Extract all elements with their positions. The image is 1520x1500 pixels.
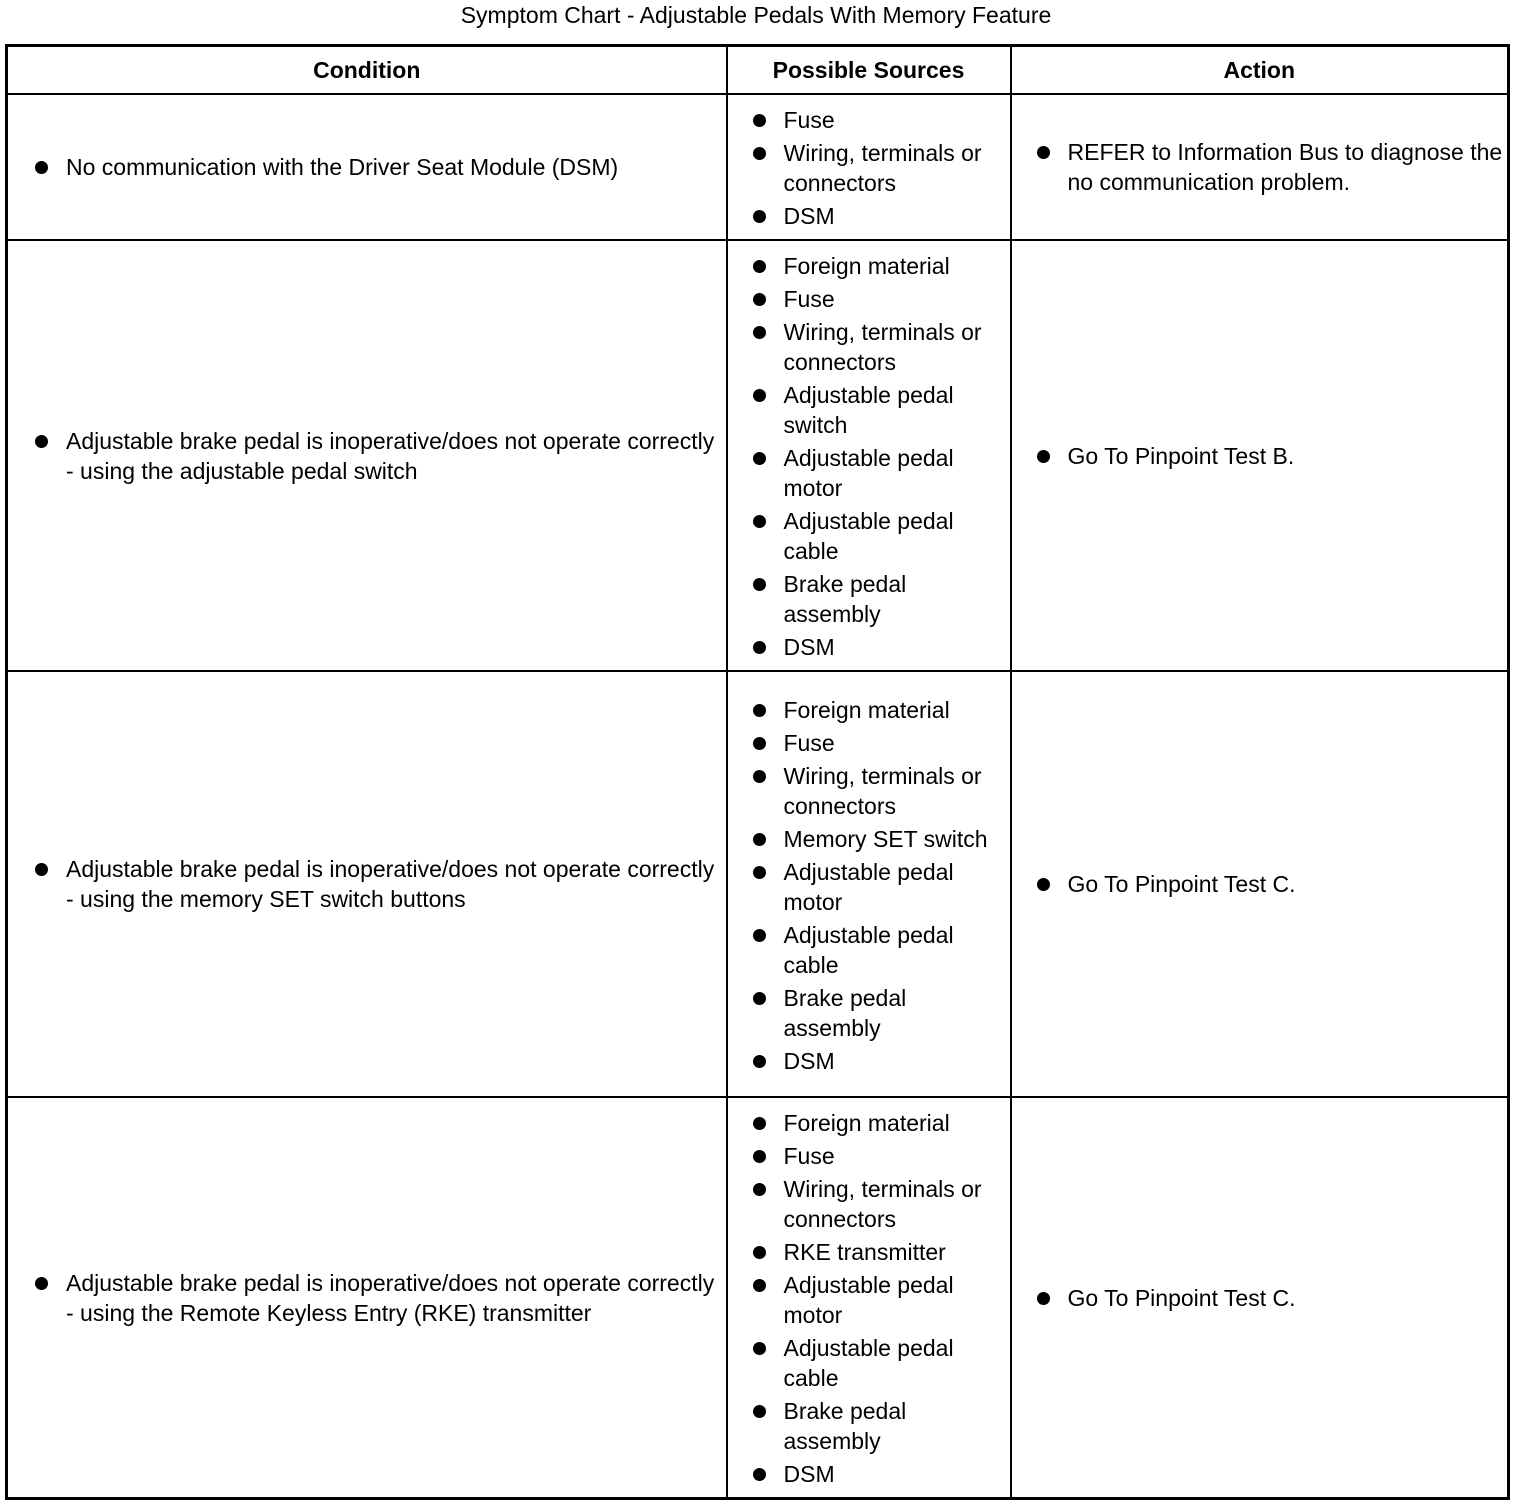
bullet-text: Adjustable pedal motor xyxy=(783,1272,954,1328)
bullet-text: Adjustable pedal switch xyxy=(783,382,954,438)
bullet-icon xyxy=(753,389,766,402)
list-item xyxy=(1012,869,1508,899)
action-list xyxy=(1012,869,1508,899)
bullet-icon xyxy=(753,737,766,750)
bullet-text: Adjustable pedal cable xyxy=(783,921,954,978)
list-item xyxy=(1012,137,1508,197)
condition-cell xyxy=(7,240,727,671)
list-item xyxy=(728,138,1006,198)
bullet-icon xyxy=(753,992,766,1005)
list-item xyxy=(728,105,1006,135)
bullet-text: Adjustable brake pedal is inoperative/does not operate correctly - using the adjustable pedal switch xyxy=(66,427,715,484)
list-item xyxy=(8,152,726,182)
list-item xyxy=(728,824,1006,854)
bullet-icon xyxy=(753,147,766,160)
bullet-icon xyxy=(35,863,48,876)
list-item xyxy=(728,317,1006,377)
bullet-icon xyxy=(753,515,766,528)
list-item xyxy=(728,284,1006,314)
bullet-text: Memory SET switch xyxy=(783,825,988,852)
list-item xyxy=(8,426,726,486)
bullet-icon xyxy=(753,1055,766,1068)
header-possible-sources: Possible Sources xyxy=(727,46,1011,95)
bullet-icon xyxy=(753,866,766,879)
bullet-icon xyxy=(35,435,48,448)
condition-cell xyxy=(7,94,727,240)
list-item xyxy=(728,728,1006,758)
list-item xyxy=(728,761,1006,821)
bullet-icon xyxy=(753,1405,766,1418)
action-cell xyxy=(1011,1097,1509,1499)
bullet-text: Adjustable pedal cable xyxy=(783,1335,954,1391)
bullet-text: Brake pedal assembly xyxy=(783,1398,907,1454)
list-item xyxy=(728,920,1006,980)
bullet-icon xyxy=(753,114,766,127)
list-item xyxy=(728,1174,1006,1234)
bullet-icon xyxy=(753,293,766,306)
list-item xyxy=(728,857,1006,917)
bullet-icon xyxy=(1037,450,1050,463)
table-row xyxy=(7,1097,1509,1499)
chart-title: Symptom Chart - Adjustable Pedals With Memory Feature xyxy=(460,2,1052,28)
bullet-text: Adjustable pedal motor xyxy=(783,858,954,915)
condition-list xyxy=(8,152,726,182)
bullet-icon xyxy=(35,1277,48,1290)
list-item xyxy=(8,854,726,914)
list-item xyxy=(728,1046,1006,1076)
bullet-icon xyxy=(753,704,766,717)
bullet-text: Wiring, terminals or connectors xyxy=(783,140,982,196)
list-item xyxy=(728,251,1006,281)
bullet-text: Fuse xyxy=(783,729,835,756)
bullet-text: Wiring, terminals or connectors xyxy=(783,1176,982,1232)
bullet-text: DSM xyxy=(783,634,835,660)
bullet-text: Fuse xyxy=(783,1143,835,1169)
bullet-text: Wiring, terminals or connectors xyxy=(783,762,982,819)
bullet-text: RKE transmitter xyxy=(783,1239,946,1265)
list-item xyxy=(728,380,1006,440)
action-cell xyxy=(1011,240,1509,671)
bullet-icon xyxy=(1037,1292,1050,1305)
possible-sources-list xyxy=(728,241,1010,670)
action-cell xyxy=(1011,671,1509,1097)
bullet-icon xyxy=(35,161,48,174)
bullet-text: Go To Pinpoint Test C. xyxy=(1067,871,1296,897)
bullet-text: Foreign material xyxy=(783,696,950,723)
list-item xyxy=(728,506,1006,566)
list-item xyxy=(728,695,1006,725)
list-item xyxy=(1012,441,1508,471)
bullet-icon xyxy=(753,578,766,591)
list-item xyxy=(728,632,1006,662)
table-row xyxy=(7,671,1509,1097)
bullet-icon xyxy=(753,770,766,783)
bullet-icon xyxy=(753,833,766,846)
header-action: Action xyxy=(1011,46,1509,95)
header-condition: Condition xyxy=(7,46,727,95)
list-item xyxy=(1012,1283,1508,1313)
list-item xyxy=(728,1108,1006,1138)
bullet-icon xyxy=(753,929,766,942)
bullet-icon xyxy=(1037,878,1050,891)
condition-cell xyxy=(7,1097,727,1499)
possible-sources-list xyxy=(728,1098,1010,1497)
bullet-text: Fuse xyxy=(783,286,835,312)
bullet-icon xyxy=(753,1468,766,1481)
list-item xyxy=(728,983,1006,1043)
table-row xyxy=(7,94,1509,240)
bullet-text: Adjustable pedal motor xyxy=(783,445,954,501)
bullet-text: DSM xyxy=(783,1047,835,1074)
bullet-text: DSM xyxy=(783,1461,835,1487)
bullet-text: Foreign material xyxy=(783,253,950,279)
bullet-text: Wiring, terminals or connectors xyxy=(783,319,982,375)
bullet-text: Brake pedal assembly xyxy=(783,984,907,1041)
action-cell xyxy=(1011,94,1509,240)
symptom-chart-table xyxy=(5,44,1510,1500)
condition-list xyxy=(8,426,726,486)
list-item xyxy=(728,201,1006,231)
condition-list xyxy=(8,1268,726,1328)
bullet-icon xyxy=(753,1342,766,1355)
list-item xyxy=(728,1270,1006,1330)
bullet-icon xyxy=(1037,146,1050,159)
action-list xyxy=(1012,1283,1508,1313)
bullet-text: Adjustable pedal cable xyxy=(783,508,954,564)
possible-sources-cell xyxy=(727,1097,1011,1499)
bullet-text: Brake pedal assembly xyxy=(783,571,907,627)
condition-list xyxy=(8,854,726,914)
bullet-text: DSM xyxy=(783,203,835,229)
action-list xyxy=(1012,441,1508,471)
bullet-icon xyxy=(753,641,766,654)
bullet-text: REFER to Information Bus to diagnose the no communication problem. xyxy=(1067,139,1503,195)
bullet-icon xyxy=(753,326,766,339)
bullet-icon xyxy=(753,1150,766,1163)
bullet-icon xyxy=(753,1246,766,1259)
possible-sources-list xyxy=(728,95,1010,239)
bullet-icon xyxy=(753,452,766,465)
list-item xyxy=(728,1396,1006,1456)
bullet-text: Adjustable brake pedal is inoperative/does not operate correctly - using the Remote Keyless Entry (RKE) transmitter xyxy=(66,1269,715,1326)
possible-sources-cell xyxy=(727,240,1011,671)
bullet-icon xyxy=(753,210,766,223)
bullet-text: Fuse xyxy=(783,107,835,133)
list-item xyxy=(728,1333,1006,1393)
bullet-text: No communication with the Driver Seat Module (DSM) xyxy=(66,154,619,180)
list-item xyxy=(728,443,1006,503)
bullet-text: Go To Pinpoint Test B. xyxy=(1067,442,1295,469)
bullet-icon xyxy=(753,260,766,273)
list-item xyxy=(728,1237,1006,1267)
bullet-icon xyxy=(753,1117,766,1130)
bullet-text: Adjustable brake pedal is inoperative/does not operate correctly - using the memory SET switch buttons xyxy=(66,856,715,912)
list-item xyxy=(728,1141,1006,1171)
list-item xyxy=(728,1459,1006,1489)
table-row xyxy=(7,240,1509,671)
possible-sources-cell xyxy=(727,671,1011,1097)
bullet-icon xyxy=(753,1279,766,1292)
list-item xyxy=(728,569,1006,629)
condition-cell xyxy=(7,671,727,1097)
bullet-icon xyxy=(753,1183,766,1196)
bullet-text: Foreign material xyxy=(783,1110,950,1136)
list-item xyxy=(8,1268,726,1328)
action-list xyxy=(1012,137,1508,197)
possible-sources-list xyxy=(728,685,1010,1084)
header-row xyxy=(7,46,1509,95)
bullet-text: Go To Pinpoint Test C. xyxy=(1067,1284,1296,1311)
possible-sources-cell xyxy=(727,94,1011,240)
